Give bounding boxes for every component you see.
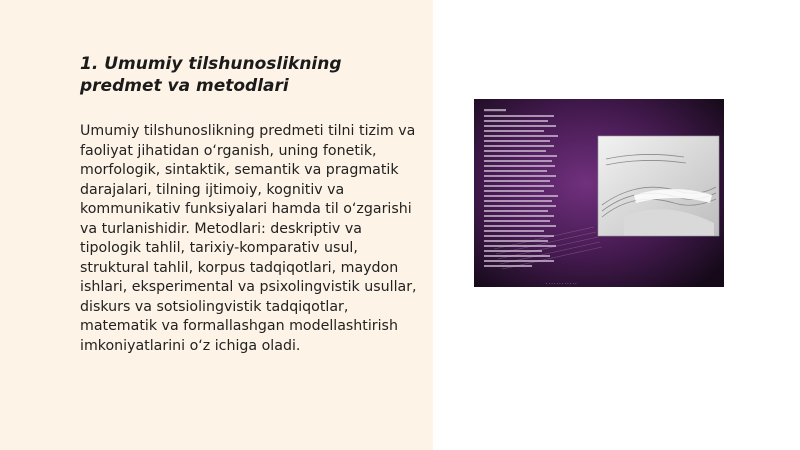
slide-title: 1. Umumiy tilshunoslikning predmet va metodlari	[80, 54, 342, 96]
book-pages-image	[474, 99, 724, 287]
slide-body-text: Umumiy tilshunoslikning predmeti tilni tizim va faoliyat jihatidan o‘rganish, uning fonetik, morfologik, sintaktik, semantik va pragmatik darajalari, tilning ijtimoiy, kognitiv va kommunikativ funksiyalari hamda til o‘zgarishi va turlanishidir. Metodlari: deskriptiv va tipologik tahlil, tarixiy-komparativ usul, struktural tahlil, korpus tadqiqotlari, maydon ishlari, eksperimental va psixolingvistik usullar, diskurs va sotsiolingvistik tadqiqotlar, matematik va formallashgan modellashtirish imkoniyatlarini o‘z ichiga oladi.	[80, 123, 417, 354]
svg-text:· · · · · · · · · · · ·: · · · · · · · · · · · ·	[546, 281, 577, 286]
